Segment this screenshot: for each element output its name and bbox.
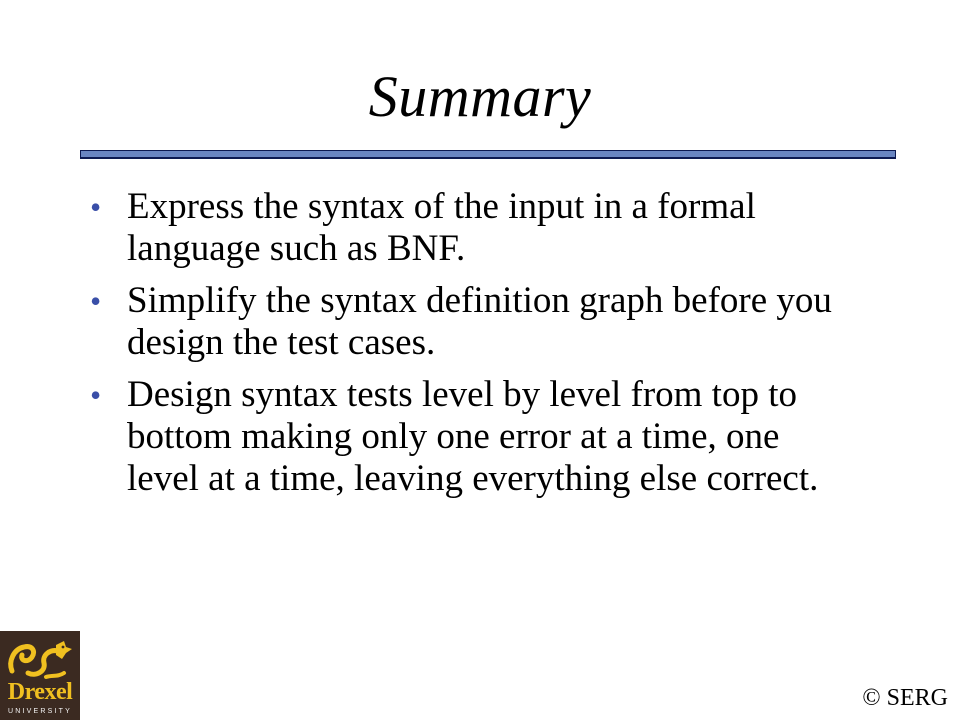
bullet-dot-icon: • xyxy=(90,283,102,319)
bullet-item xyxy=(0,186,847,270)
copyright-text: © SERG xyxy=(862,685,948,711)
dragon-icon xyxy=(6,637,74,681)
bullet-item xyxy=(0,374,847,500)
drexel-logo xyxy=(0,631,80,720)
bullet-dot-icon: • xyxy=(90,377,102,413)
bullet-text: Express the syntax of the input in a formal language such as BNF. xyxy=(127,186,756,269)
bullet-dot-icon: • xyxy=(90,189,102,225)
bullet-list xyxy=(0,186,960,510)
bullet-text: Design syntax tests level by level from top to bottom making only one error at a time, one level at a time, leaving everything else correct. xyxy=(127,374,819,499)
bullet-text: Simplify the syntax definition graph before you design the test cases. xyxy=(127,280,832,363)
logo-subtitle: UNIVERSITY xyxy=(7,708,72,715)
logo-wordmark: Drexel xyxy=(7,679,73,705)
bullet-item xyxy=(0,280,847,364)
title-divider xyxy=(80,150,896,159)
slide-title: Summary xyxy=(368,64,592,129)
